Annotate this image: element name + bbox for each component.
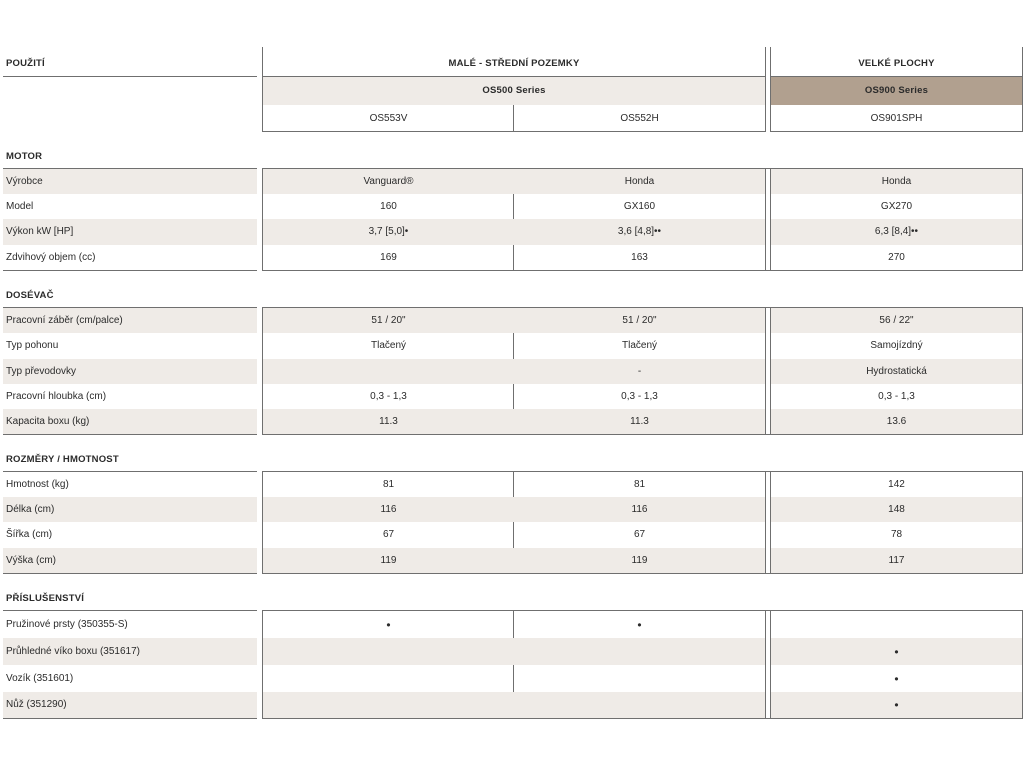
- section-title-accessories: PŘÍSLUŠENSTVÍ: [6, 593, 85, 605]
- row-label: Vozík (351601): [6, 672, 74, 684]
- row-label: Výkon kW [HP]: [3, 219, 257, 245]
- row-label: Výška (cm): [3, 548, 257, 573]
- table-cell: Tlačený: [621, 340, 657, 351]
- row-label: Průhledné víko boxu (351617): [3, 638, 257, 665]
- table-cell: 6,3 [8,4]••: [771, 219, 1022, 245]
- table-cell: 81: [382, 478, 395, 490]
- table-cell: 119: [263, 548, 514, 573]
- table-cell: 11.3: [514, 409, 765, 434]
- table-cell: Honda: [514, 169, 765, 194]
- table-cell: 163: [631, 251, 648, 263]
- table-cell: [263, 638, 514, 665]
- table-cell: GX270: [880, 200, 913, 212]
- group-large-areas: VELKÉ PLOCHY: [858, 57, 935, 69]
- table-cell: •: [637, 617, 642, 632]
- row-label: Délka (cm): [3, 497, 257, 522]
- table-cell: [263, 665, 514, 692]
- table-cell: [514, 665, 765, 692]
- table-cell: Samojízdný: [870, 340, 923, 351]
- table-cell: 67: [382, 529, 395, 540]
- row-label: Typ převodovky: [3, 359, 257, 384]
- table-cell: •: [386, 617, 391, 632]
- table-cell: •: [771, 692, 1022, 718]
- table-cell: 78: [890, 529, 903, 540]
- group-small-yards: MALÉ - STŘEDNÍ POZEMKY: [448, 57, 580, 69]
- table-cell: Tlačený: [370, 340, 406, 351]
- table-cell: [771, 611, 1022, 638]
- section-title-dimensions: ROZMĚRY / HMOTNOST: [6, 454, 119, 466]
- table-cell: •: [894, 671, 899, 686]
- row-label: Pracovní hloubka (cm): [6, 390, 107, 402]
- table-cell: Honda: [771, 169, 1022, 194]
- table-cell: GX160: [623, 200, 656, 212]
- model-os901sph: OS901SPH: [870, 112, 923, 124]
- row-label: Typ pohonu: [6, 340, 59, 351]
- table-cell: 160: [380, 200, 397, 212]
- table-cell: 11.3: [263, 409, 514, 434]
- row-label: Hmotnost (kg): [6, 478, 69, 490]
- table-cell: 0,3 - 1,3: [370, 390, 407, 402]
- table-cell: Vanguard®: [263, 169, 514, 194]
- table-cell: Hydrostatická: [771, 359, 1022, 384]
- table-cell: [514, 692, 765, 718]
- table-cell: 169: [380, 251, 397, 263]
- table-cell: 116: [514, 497, 765, 522]
- row-label: Šířka (cm): [6, 529, 53, 540]
- table-cell: 67: [633, 529, 646, 540]
- section-title-motor: MOTOR: [6, 151, 43, 163]
- series-os500: OS500 Series: [263, 77, 765, 105]
- table-cell: 119: [514, 548, 765, 573]
- row-label: Výrobce: [3, 169, 257, 194]
- use-label: POUŽITÍ: [6, 57, 45, 69]
- row-label: Model: [6, 200, 34, 212]
- row-label: Nůž (351290): [3, 692, 257, 718]
- table-cell: [263, 359, 514, 384]
- series-os900: OS900 Series: [771, 77, 1022, 105]
- row-label: Zdvihový objem (cc): [6, 251, 96, 263]
- table-cell: 270: [888, 251, 905, 263]
- table-cell: 56 / 22": [771, 308, 1022, 333]
- table-cell: 117: [771, 548, 1022, 573]
- table-cell: 81: [633, 478, 646, 490]
- table-cell: 51 / 20": [514, 308, 765, 333]
- table-cell: 51 / 20": [263, 308, 514, 333]
- table-cell: 142: [888, 478, 905, 490]
- model-os552h: OS552H: [620, 112, 659, 124]
- table-cell: [514, 638, 765, 665]
- table-cell: 148: [771, 497, 1022, 522]
- table-cell: [263, 692, 514, 718]
- table-cell: -: [514, 359, 765, 384]
- table-cell: 3,7 [5,0]•: [263, 219, 514, 245]
- table-cell: 13.6: [771, 409, 1022, 434]
- table-cell: 116: [263, 497, 514, 522]
- table-cell: 0,3 - 1,3: [621, 390, 658, 402]
- table-cell: 3,6 [4,8]••: [514, 219, 765, 245]
- model-os553v: OS553V: [369, 112, 408, 124]
- section-title-seeder: DOSÉVAČ: [6, 290, 54, 302]
- table-cell: 0,3 - 1,3: [878, 390, 915, 402]
- row-label: Pracovní záběr (cm/palce): [3, 308, 257, 333]
- row-label: Kapacita boxu (kg): [3, 409, 257, 434]
- table-cell: •: [771, 638, 1022, 665]
- row-label: Pružinové prsty (350355-S): [6, 618, 128, 630]
